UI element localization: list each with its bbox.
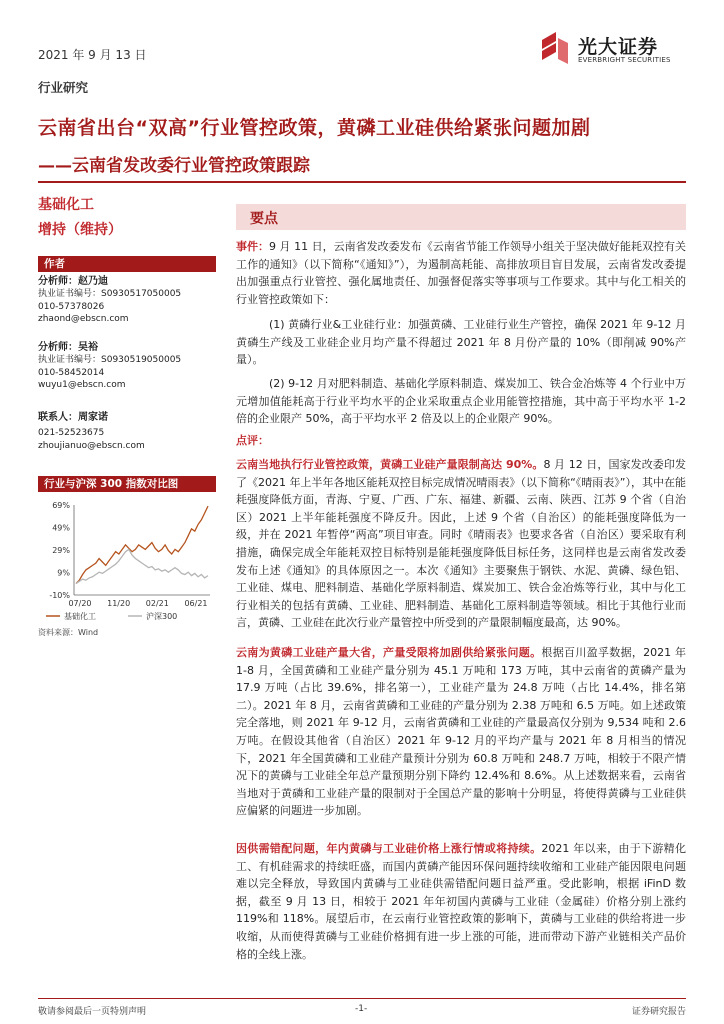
page-subtitle: ——云南省发改委行业管控政策跟踪	[38, 156, 310, 176]
analyst-email[interactable]: zhaond@ebscn.com	[38, 313, 129, 324]
legend-label: 沪深300	[146, 612, 178, 621]
contact-role: 联系人：	[38, 412, 78, 423]
comment-paragraph-2	[236, 644, 686, 820]
analyst-cert: 执业证书编号：S0930519050005	[38, 355, 182, 366]
chart-svg	[38, 497, 216, 627]
y-tick-label: 49%	[52, 523, 70, 533]
analyst-name: 赵乃迪	[78, 276, 108, 287]
contact-email[interactable]: zhoujianuo@ebscn.com	[38, 440, 145, 451]
report-category: 行业研究	[38, 80, 89, 95]
report-date: 2021 年 9 月 13 日	[38, 48, 147, 62]
y-tick-label: 29%	[52, 546, 70, 555]
x-tick-label: 07/20	[68, 599, 92, 608]
analyst-block-1	[38, 276, 181, 325]
logo-name: 光大证券	[578, 36, 659, 58]
comment-paragraph-3	[236, 840, 686, 963]
chart-heading: 行业与沪深 300 指数对比图	[38, 476, 216, 492]
comment-2-highlight: 云南为黄磷工业硅产量大省，产量受限将加剧供给紧张问题。	[236, 646, 542, 659]
event-paragraph	[236, 238, 686, 308]
comment-2-text: 根据百川盈孚数据，2021 年 1-8 月，全国黄磷和工业硅产量分别为 45.1 万吨和 173 万吨，其中云南省的黄磷产量为 17.9 万吨（占比 39.6%，排名第一），工业硅产量为 24.8 万吨（占比 14.4%，排名第二）。2021 年 8 月，云南省黄磷和工业硅的产量分别为 2.38 万吨和 6.5 万吨。如上述政策完全落地，则 2021 年 9-12 月，云南省黄磷和工业硅的产量最高仅分别为 9,534 吨和 2.6 万吨。在假设其他省（自治区）2021 年 9-12 月的平均产量与 2021 年 8 月相当的情况下，2021 年全国黄磷和工业硅产量预计分别为 60.8 万吨和 248.7 万吨，相较于不限产情况下的黄磷与工业硅全年总产量预期分别下降约 12.4%和 8.6%。从上述数据来看，云南省当地对于黄磷和工业硅产量的限制对于全国总产量的影响十分明显，将使得黄磷与工业硅供应偏紧的问题进一步加剧。	[236, 646, 686, 818]
footer-report-type: 证券研究报告	[631, 1007, 686, 1017]
section-header	[236, 204, 686, 230]
author-heading: 作者	[38, 256, 216, 272]
y-tick-label: 69%	[52, 501, 70, 510]
contact-name: 周家诺	[78, 412, 108, 423]
comment-3-highlight: 因供需错配问题，年内黄磷与工业硅价格上涨行情或将持续。	[236, 842, 542, 855]
comment-1-highlight: 云南当地执行行业管控政策，黄磷工业硅产量限制高达 90%。	[236, 458, 544, 471]
analyst-block-2	[38, 342, 181, 391]
comment-label: 点评：	[236, 434, 269, 447]
industry-name: 基础化工	[38, 197, 94, 213]
analyst-role: 分析师：	[38, 342, 78, 353]
analyst-phone: 010-57378026	[38, 301, 105, 312]
series-line-hs300	[76, 549, 208, 583]
analyst-phone: 010-58452014	[38, 367, 105, 378]
contact-phone: 021-52523675	[38, 428, 105, 439]
title-divider	[38, 181, 686, 183]
analyst-cert: 执业证书编号：S0930517050005	[38, 289, 182, 300]
x-tick-label: 02/21	[145, 599, 169, 608]
everbright-logo	[540, 30, 700, 70]
chart-source: 资料来源：Wind	[38, 628, 99, 637]
comment-3-text: 2021 年以来，由于下游精化工、有机硅需求的持续旺盛，而国内黄磷产能因环保问题持续收缩和工业硅产能因限电问题难以完全释放，导致国内黄磷与工业硅供需错配问题日益严重。受此影响，根据 iFinD 数据，截至 9 月 13 日，相较于 2021 年年初国内黄磷与工业硅（金属硅）价格分别上涨约 119%和 118%。展望后市，在云南行业管控政策的影响下，黄磷与工业硅的供给将进一步收缩，从而使得黄磷与工业硅价格拥有进一步上涨的可能，进而带动下游产业链相关产品价格的全线上涨。	[236, 842, 686, 961]
logo-en: EVERBRIGHT SECURITIES	[578, 56, 671, 64]
analyst-email[interactable]: wuyu1@ebscn.com	[38, 379, 126, 390]
analyst-name: 吴裕	[78, 342, 98, 353]
section-label: 要点	[250, 211, 278, 227]
legend-label: 基础化工	[64, 612, 96, 621]
industry-rating: 增持（维持）	[38, 222, 122, 238]
page-number: -1-	[355, 1004, 368, 1014]
comment-1-text: 8 月 12 日，国家发改委印发了《2021 年上半年各地区能耗双控目标完成情况晴雨表》（以下简称“《晴雨表》”），其中在能耗强度降低方面，青海、宁夏、广西、广东、福建、新疆、云南、陕西、江苏 9 个省（自治区）2021 上半年能耗强度不降反升。因此，上述 9 个省（自治区）的能耗强度降低为一级，并在 2021 年暂停“两高”项目审查。同时《晴雨表》也要求各省（自治区）要采取有利措施，确保完成全年能耗双控目标特别是能耗强度降低目标任务，这同样也是云南省发改委发布上述《通知》的具体原因之一。本次《通知》主要聚焦于钢铁、水泥、黄磷、绿色铝、工业硅、煤电、肥料制造、基础化学原料制造、煤炭加工、铁合金冶炼等行业，其中与化工行业相关的包括有黄磷、工业硅、肥料制造、基础化工原料制造等领域。相比于其他行业而言，黄磷、工业硅在此次行业产量管控中所受到的产量限制幅度最高，达 90%。	[236, 458, 686, 630]
page-title: 云南省出台“双高”行业管控政策，黄磷工业硅供给紧张问题加剧	[38, 117, 591, 139]
index-comparison-chart	[38, 497, 216, 637]
y-tick-label: -10%	[49, 591, 70, 600]
policy-2: (2) 9-12 月对肥料制造、基础化学原料制造、煤炭加工、铁合金冶炼等 4 个行业中万元增加值能耗高于行业平均水平的企业采取重点企业用能管控措施，其中高于平均水平 1-2 倍的企业限产 50%，高于平均水平 2 倍及以上的企业限产 90%。	[236, 377, 686, 426]
x-tick-label: 11/20	[107, 599, 131, 608]
event-label: 事件：	[236, 240, 270, 253]
y-tick-label: 9%	[57, 568, 70, 578]
comment-paragraph-1	[236, 456, 686, 632]
policy-1: (1) 黄磷行业&工业硅行业：加强黄磷、工业硅行业生产管控，确保 2021 年 9-12 月黄磷生产线及工业硅企业月均产量不得超过 2021 年 8 月份产量的 10%（即削减 90%产量）。	[236, 318, 686, 367]
footer-disclaimer[interactable]: 敬请参阅最后一页特别声明	[38, 1007, 147, 1017]
analyst-role: 分析师：	[38, 276, 78, 287]
x-tick-label: 06/21	[184, 599, 208, 608]
event-text: 9 月 11 日，云南省发改委发布《云南省节能工作领导小组关于坚决做好能耗双控有关工作的通知》（以下简称“《通知》”），为遏制高耗能、高排放项目盲目发展，云南省发改委提出加强重点行业管控、强化属地责任、加强督促落实等事项与工作要求。其中与化工相关的行业管控政策如下：	[236, 240, 687, 306]
footer-divider	[38, 998, 686, 999]
contact-block	[38, 412, 145, 452]
everbright-logo-icon	[540, 30, 570, 66]
